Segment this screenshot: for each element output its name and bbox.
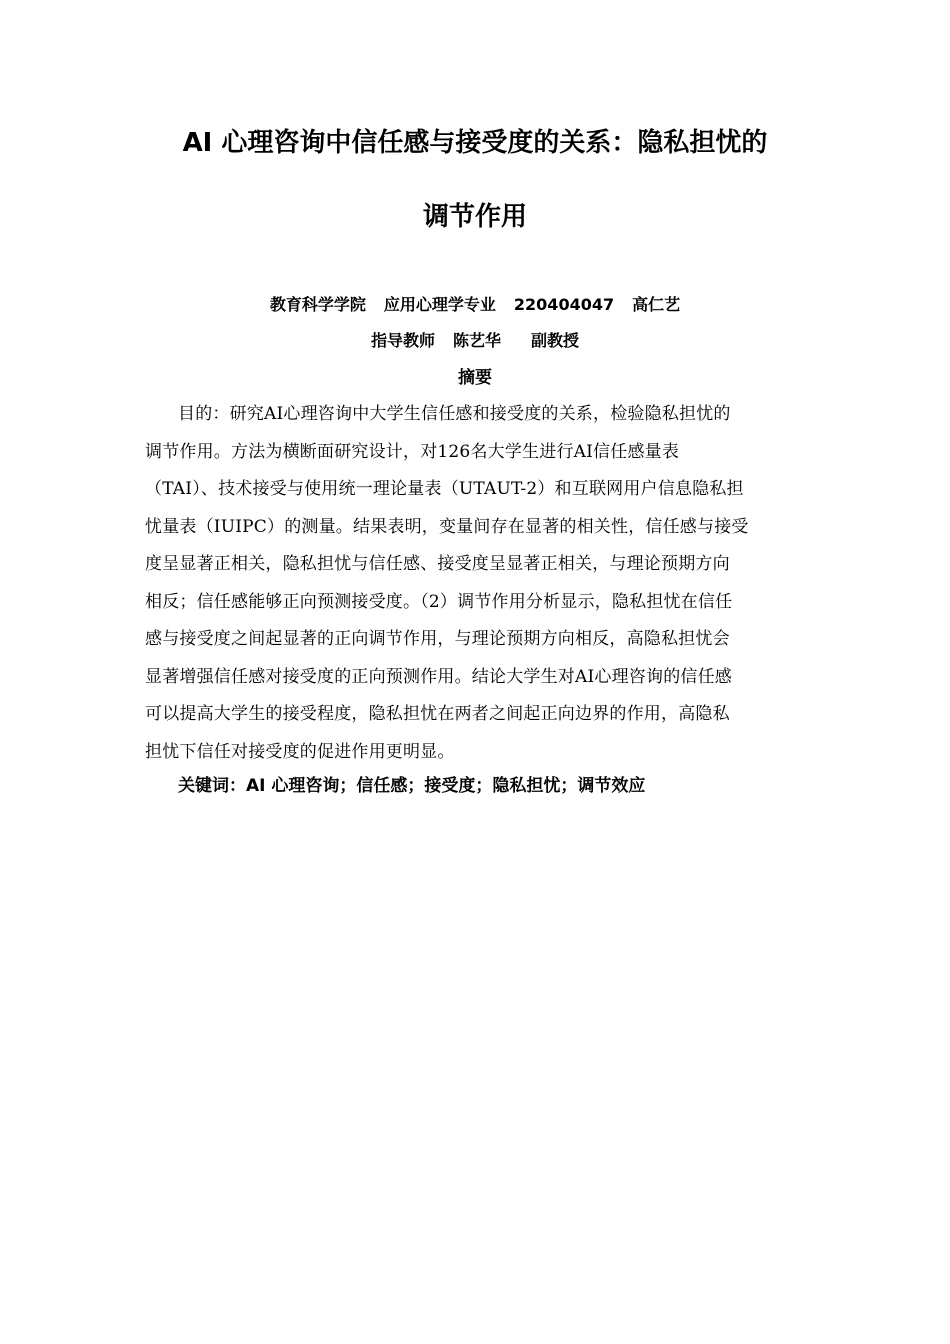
abstract-line: 显著增强信任感对接受度的正向预测作用。结论大学生对AI心理咨询的信任感 <box>145 666 732 687</box>
author-school: 教育科学学院 <box>269 295 366 314</box>
abstract-line: 调节作用。方法为横断面研究设计，对126名大学生进行AI信任感量表 <box>145 441 680 462</box>
advisor-info <box>0 329 950 353</box>
keywords-line: 关键词：AI 心理咨询；信任感；接受度；隐私担忧；调节效应 <box>178 776 646 796</box>
abstract-body <box>145 396 807 771</box>
advisor-name: 陈艺华 <box>452 331 501 350</box>
abstract-line: 度呈显著正相关，隐私担忧与信任感、接受度呈显著正相关，与理论预期方向 <box>145 554 730 574</box>
paper-title-line-1: AI 心理咨询中信任感与接受度的关系：隐私担忧的 <box>182 128 768 158</box>
abstract-line: 忧量表（IUIPC）的测量。结果表明，变量间存在显著的相关性，信任感与接受 <box>145 516 749 537</box>
abstract-line: 可以提高大学生的接受程度，隐私担忧在两者之间起正向边界的作用，高隐私 <box>145 704 730 724</box>
abstract-line: （TAI）、技术接受与使用统一理论量表（UTAUT-2）和互联网用户信息隐私担 <box>145 479 744 499</box>
abstract-line: 目的：研究AI心理咨询中大学生信任感和接受度的关系，检验隐私担忧的 <box>178 404 731 424</box>
abstract-line: 相反；信任感能够正向预测接受度。（2）调节作用分析显示，隐私担忧在信任 <box>145 591 733 612</box>
author-student-id: 220404047 <box>513 295 615 314</box>
author-info <box>0 293 950 317</box>
author-name: 高仁艺 <box>632 295 681 314</box>
advisor-rank: 副教授 <box>531 331 580 350</box>
paper-title-line-2: 调节作用 <box>422 202 527 232</box>
abstract-line: 担忧下信任对接受度的促进作用更明显。 <box>145 741 455 762</box>
abstract-heading: 摘要 <box>458 368 492 388</box>
abstract-line: 感与接受度之间起显著的正向调节作用，与理论预期方向相反，高隐私担忧会 <box>145 629 730 649</box>
advisor-label: 指导教师 <box>370 331 435 350</box>
author-major: 应用心理学专业 <box>383 295 496 314</box>
